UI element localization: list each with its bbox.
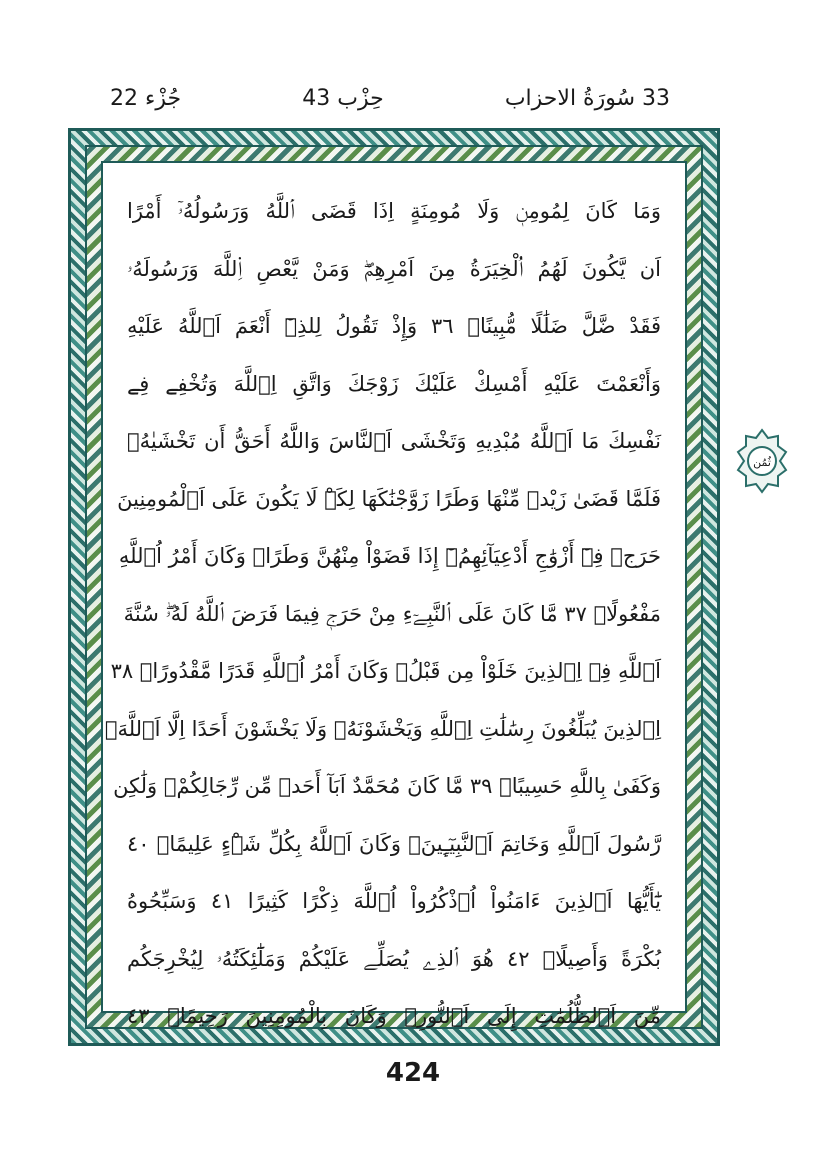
text-line: مَفْعُولًاۖ ٣٧ مَّا كَانَ عَلَى اَ۬لنَّبِےٓءِ مِنْ حَرَجٖ فِيمَا فَرَضَ اَ۬للَّهُ لَهُۥۖ سُنَّةَ <box>123 601 661 626</box>
text-line: اَن يَّكُونَ لَهُمُ اُ۬لْخِيَرَةُ مِنَ اَمْرِهِمْۖ وَمَنْ يَّعْصِ اِ۬للَّهَ وَرَسُولَهُۥ <box>127 256 661 281</box>
margin-marker-label: ثُمُن <box>753 456 771 469</box>
text-panel <box>101 161 687 1028</box>
text-line: وَمَا كَانَ لِمُومِنٖ وَلَا مُومِنَةٍ اِذَا قَضَى اَ۬للَّهُ وَرَسُولُهُۥٓ أَمْرًا <box>127 199 661 223</box>
hizb-number: حِزْب 43 <box>302 85 384 111</box>
text-line: اِ۬لذِينَ يُبَلِّغُونَ رِسَٰلَٰتِ اِ۬للَّهِ وَيَخْشَوْنَهُۥ وَلَا يَخْشَوْنَ أَحَدًا اِلَّا اَ۬للَّهَۖ <box>104 716 661 741</box>
text-line: بُكْرَةً وَأَصِيلًاۖ ٤٢ هُوَ اَ۬لذِے يُصَلِّے عَلَيْكُمْ وَمَلَٰٓئِكَتُهُۥ لِيُخْرِجَكُم <box>127 946 661 971</box>
text-line: وَأَنْعَمْتَ عَلَيْهِ أَمْسِكْ عَلَيْكَ زَوْجَكَ وَاتَّقِ اِ۬للَّهَ وَتُخْفِے فِے <box>127 371 661 396</box>
rub-el-hizb-ornament-icon <box>736 428 788 494</box>
text-line: فَقَدْ ضَّلَّ ضَلَٰلًا مُّبِينًاۖ ٣٦ وَإِذْ تَقُولُ لِلذِےٓ أَنْعَمَ اَ۬للَّهُ عَلَيْهِ <box>127 314 661 338</box>
text-line: رَّسُولَ اَ۬للَّهِ وَخَاتِمَ اَ۬لنَّبِيٓـِٕينَۖ وَكَانَ اَ۬للَّهُ بِكُلِّ شَےْءٍ عَلِيمًاۖ ٤٠ <box>127 831 661 856</box>
ornamental-border-inner <box>85 145 703 1029</box>
text-line: اَ۬للَّهِ فِے اِ۬لذِينَ خَلَوْاْ مِن قَبْلُۖ وَكَانَ أَمْرُ اُ۬للَّهِ قَدَرًا مَّقْدُورًاۖ ٣٨ <box>110 659 661 683</box>
page-number: 424 <box>385 1058 441 1088</box>
page-header <box>110 78 670 118</box>
juz-number: جُزْء 22 <box>110 85 182 111</box>
ornamental-border <box>68 128 720 1046</box>
text-line: فَلَمَّا قَضَىٰ زَيْدٞ مِّنْهَا وَطَرًا زَوَّجْنَٰكَهَا لِكَےْ لَا يَكُونَ عَلَى اَ۬لْمُومِنِينَ <box>117 486 661 511</box>
text-line: وَكَفَىٰ بِاللَّهِ حَسِيبًاۖ ٣٩ مَّا كَانَ مُحَمَّدٌ اَبَآ أَحَدٖ مِّن رِّجَالِكُمْۖ وَلَٰكِن <box>113 774 661 798</box>
text-line: يَٰٓأَيُّهَا اَ۬لذِينَ ءَامَنُواْ اُ۟ذْكُرُواْ اُ۬للَّهَ ذِكْرًا كَثِيرًا ٤١ وَسَبِّحُوهُ <box>127 889 661 913</box>
quran-text <box>104 183 661 1028</box>
text-line: نَفْسِكَ مَا اَ۬للَّهُ مُبْدِيهِ وَتَخْشَى اَ۬لنَّاسَ وَاللَّهُ أَحَقُّ أَن تَخْشَيٰهُۖ <box>127 429 661 453</box>
text-line: مِّنَ اَ۬لظُّلُمَٰتِ إِلَى اَ۬لنُّورِۖ وَكَانَ بِالْمُومِنِينَ رَحِيمًاۖ ٤٣ <box>127 1004 661 1028</box>
text-line: حَرَجٞ فِےٓ أَزْوَٰجِ أَدْعِيَآئِهِمُۥٓ إِذَا قَضَوْاْ مِنْهُنَّ وَطَرًاۖ وَكَانَ أَمْرُ اُ۬للَّهِ <box>118 544 661 568</box>
surah-name: 33 سُورَةُ الاحزاب <box>504 85 670 111</box>
